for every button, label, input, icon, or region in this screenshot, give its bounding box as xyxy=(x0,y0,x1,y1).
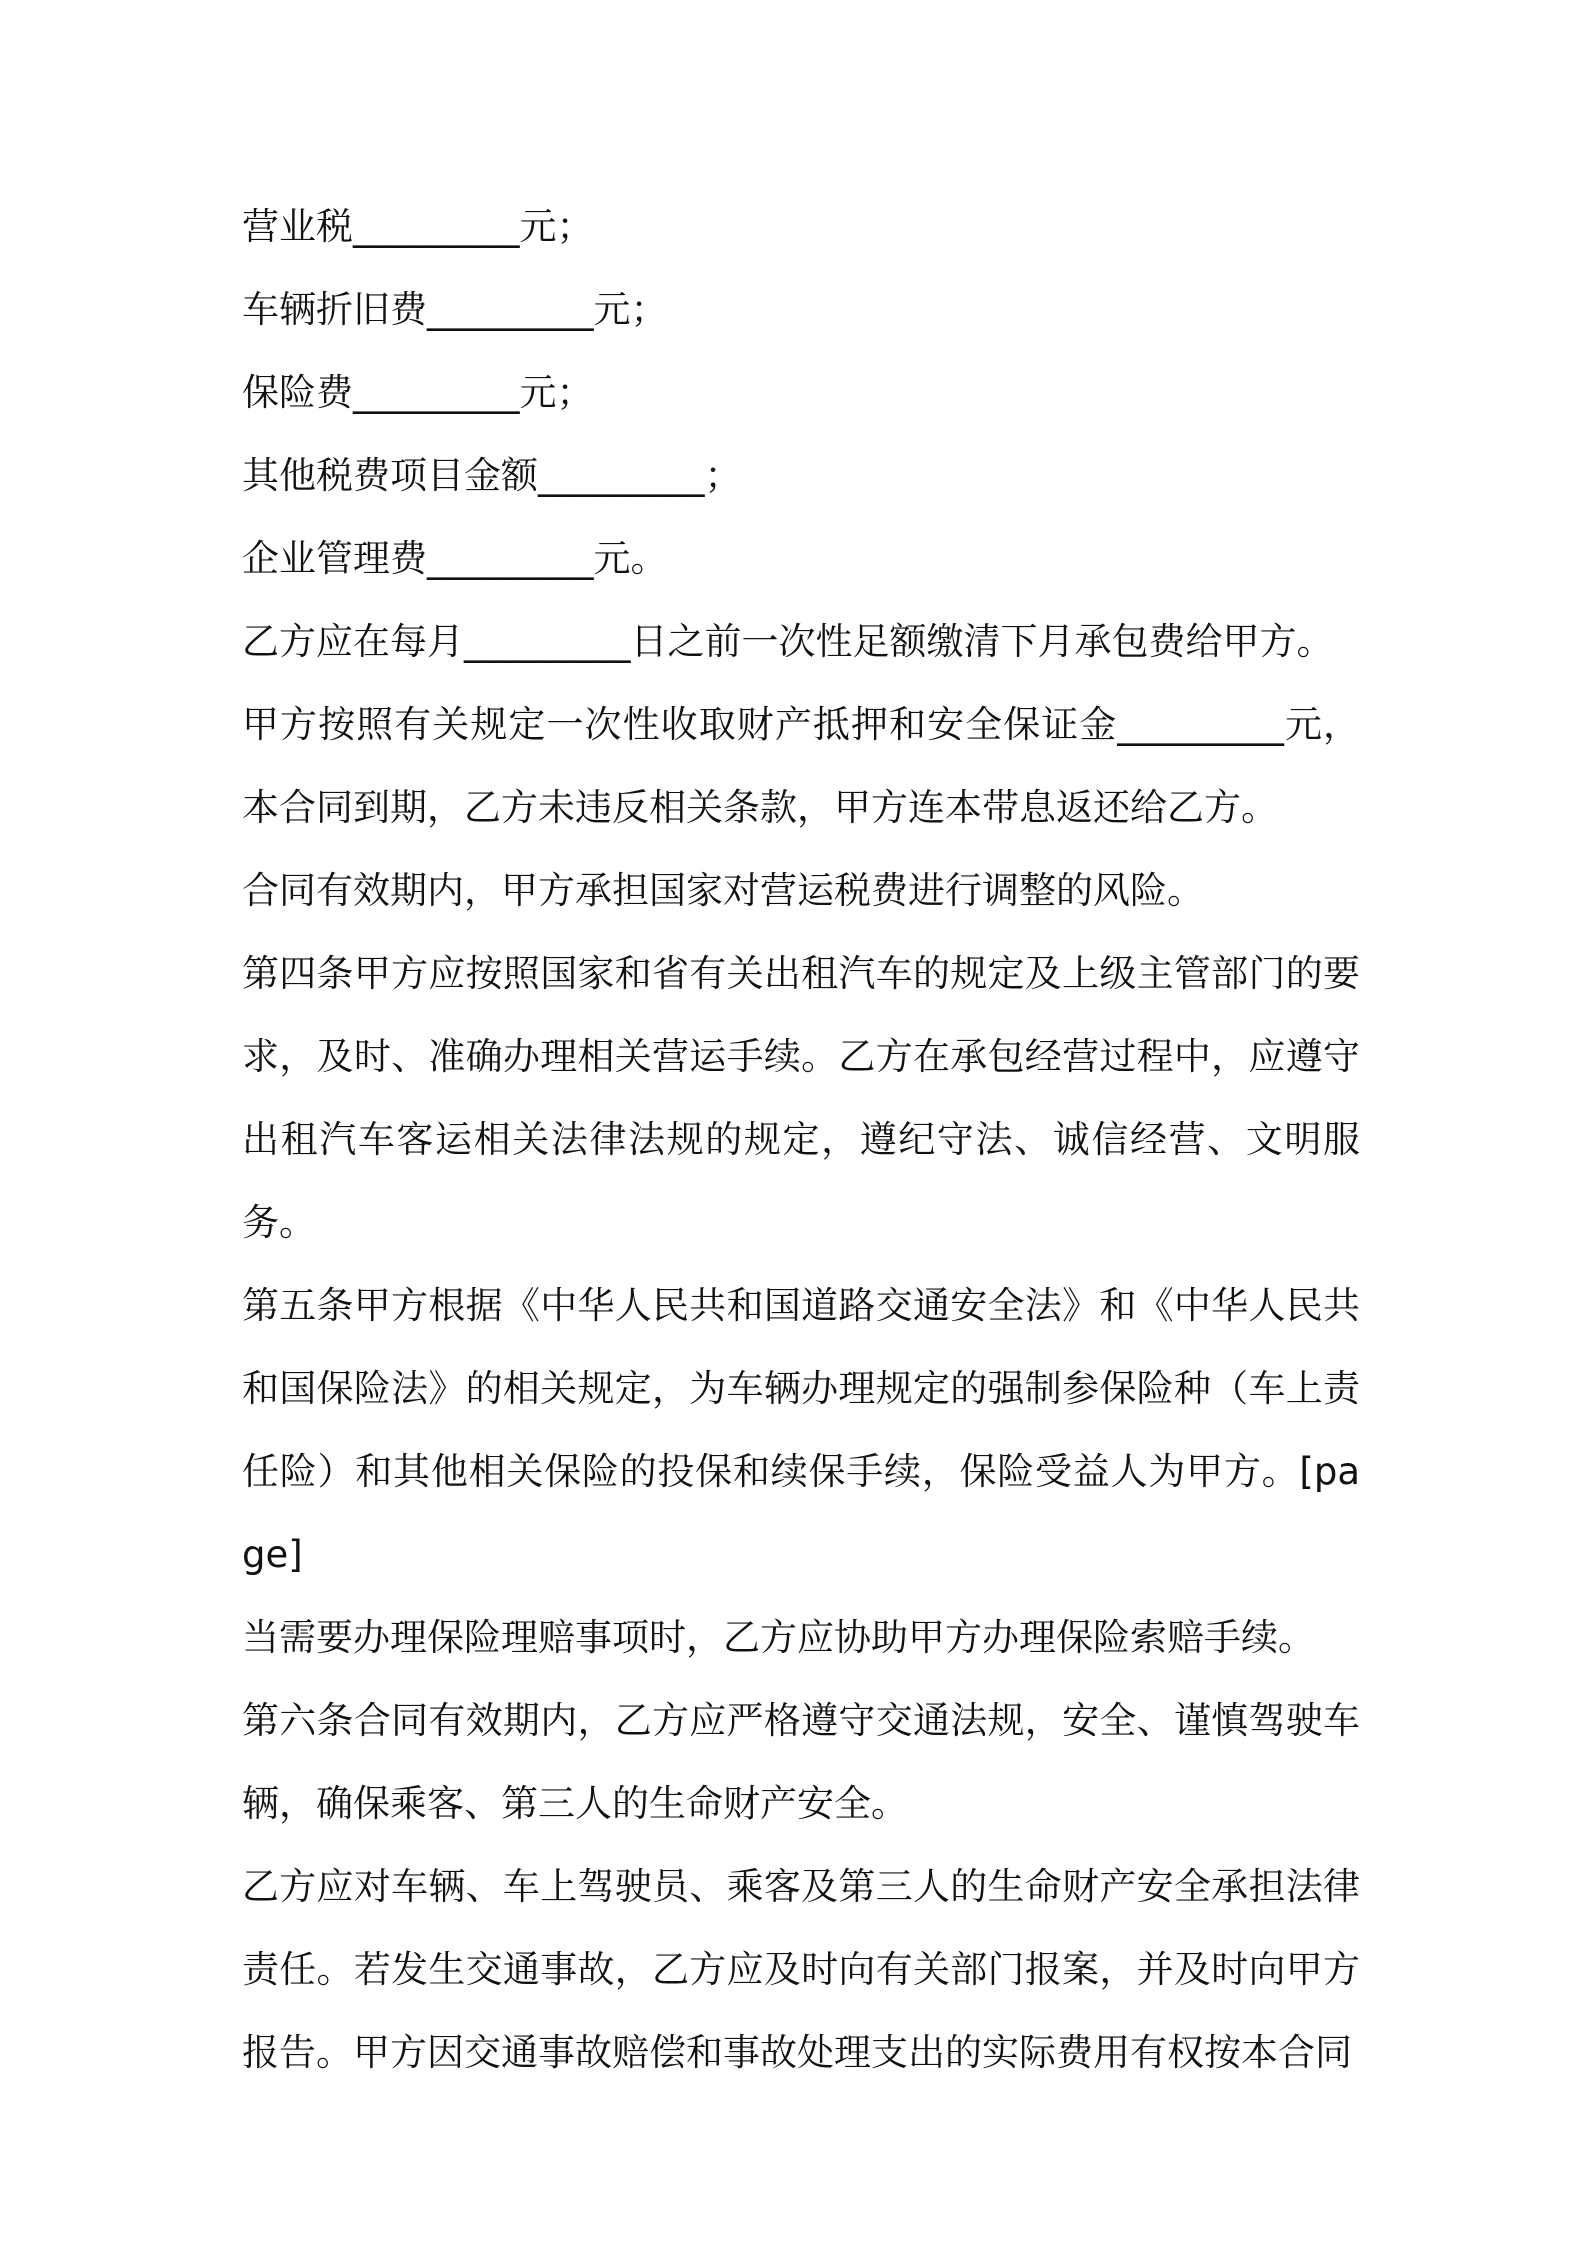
paragraph-management-fee: 企业管理费_________元。 xyxy=(242,537,668,580)
paragraph-business-tax: 营业税_________元； xyxy=(242,205,594,248)
paragraph-article-6: 第六条合同有效期内，乙方应严格遵守交通法规，安全、谨慎驾驶车辆，确保乘客、第三人的生命财产安全。 xyxy=(242,1699,1360,1825)
paragraph-liability: 乙方应对车辆、车上驾驶员、乘客及第三人的生命财产安全承担法律责任。若发生交通事故，乙方应及时向有关部门报案，并及时向甲方报告。甲方因交通事故赔偿和事故处理支出的实际费用有权按本合同 xyxy=(242,1865,1360,2074)
document-body xyxy=(242,185,1360,2094)
paragraph-article-4: 第四条甲方应按照国家和省有关出租汽车的规定及上级主管部门的要求，及时、准确办理相关营运手续。乙方在承包经营过程中，应遵守出租汽车客运相关法律法规的规定，遵纪守法、诚信经营、文明服务。 xyxy=(242,952,1360,1244)
paragraph-other-taxes: 其他税费项目金额_________； xyxy=(242,454,742,497)
paragraph-depreciation-fee: 车辆折旧费_________元； xyxy=(242,288,668,331)
paragraph-insurance-fee: 保险费_________元； xyxy=(242,371,594,414)
paragraph-deposit: 甲方按照有关规定一次性收取财产抵押和安全保证金_________元，本合同到期，乙方未违反相关条款，甲方连本带息返还给乙方。 xyxy=(242,703,1360,829)
paragraph-tax-risk: 合同有效期内，甲方承担国家对营运税费进行调整的风险。 xyxy=(242,869,1204,912)
paragraph-insurance-claim: 当需要办理保险理赔事项时，乙方应协助甲方办理保险索赔手续。 xyxy=(242,1616,1315,1659)
paragraph-article-5: 第五条甲方根据《中华人民共和国道路交通安全法》和《中华人民共和国保险法》的相关规定，为车辆办理规定的强制参保险种（车上责任险）和其他相关保险的投保和续保手续，保险受益人为甲方。[page] xyxy=(242,1284,1360,1576)
paragraph-monthly-payment: 乙方应在每月_________日之前一次性足额缴清下月承包费给甲方。 xyxy=(242,620,1334,663)
